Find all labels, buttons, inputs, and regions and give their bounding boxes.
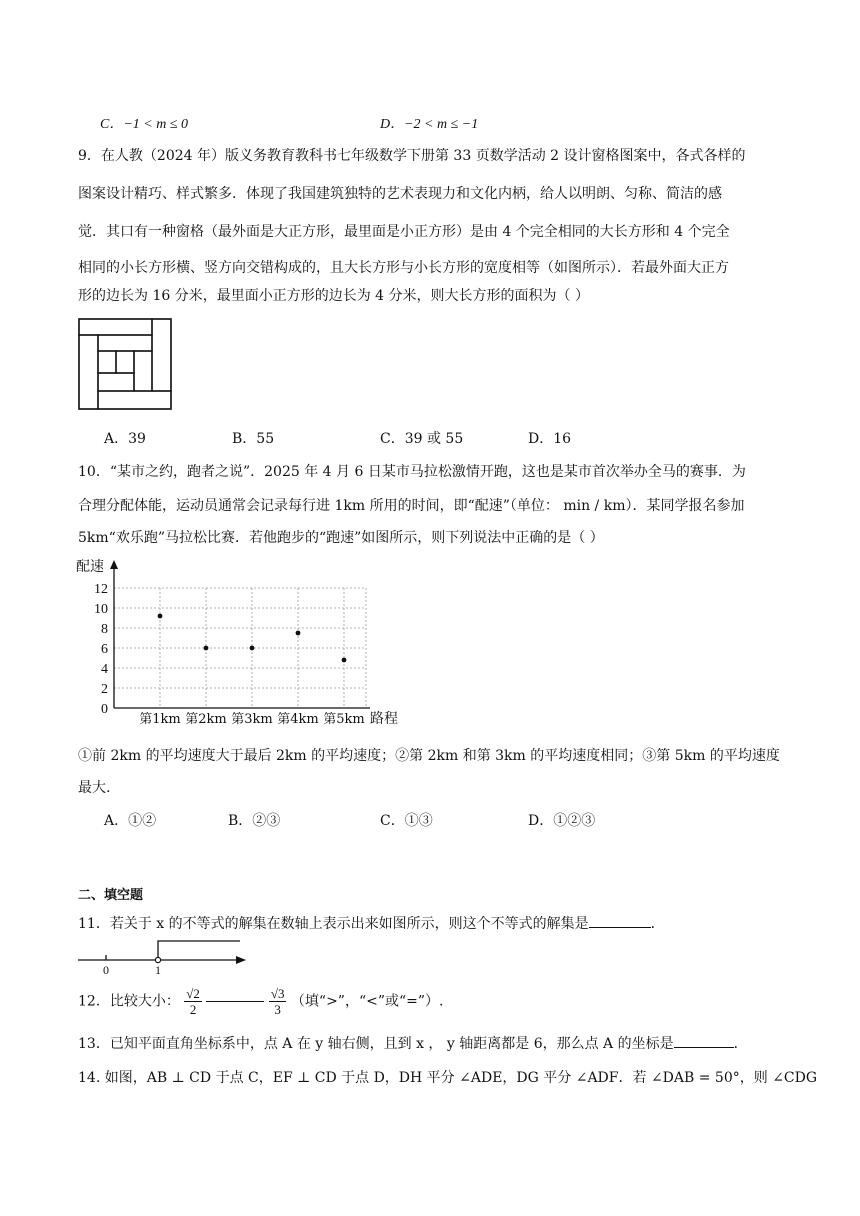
q11-line xyxy=(78,914,665,934)
q13-line xyxy=(78,1034,748,1054)
y-tick-label: 0 xyxy=(101,702,108,717)
x-tick-label: 第4km xyxy=(277,712,319,727)
q10-statement-line-1: ①前 2km 的平均速度大于最后 2km 的平均速度；②第 2km 和第 3km 的平均速度相同；③第 5km 的平均速度 xyxy=(78,748,780,764)
q12-suffix: （填“>”，“<”或“=”）. xyxy=(290,993,444,1010)
q10-statement-line-2: 最大. xyxy=(78,780,111,796)
q9-line-2: 图案设计精巧、样式繁多．体现了我国建筑独特的艺术表现力和文化内柄，给人以明朗、匀称、简洁的感 xyxy=(78,186,722,202)
x-tick-label: 第2km xyxy=(185,712,227,727)
q12-prefix: 12．比较大小： xyxy=(78,993,180,1010)
q8-option-d: D．−2 < m ≤ −1 xyxy=(380,117,479,132)
q12-line xyxy=(78,986,444,1017)
y-tick-label: 12 xyxy=(94,582,108,597)
section-heading-fill-in: 二、填空题 xyxy=(78,888,144,903)
number-line-label-1: 1 xyxy=(155,963,161,976)
q11-text: 11．若关于 x 的不等式的解集在数轴上表示出来如图所示，则这个不等式的解集是 xyxy=(78,916,589,932)
q8-option-c: C．−1 < m ≤ 0 xyxy=(100,117,189,132)
chart-x-tick-labels xyxy=(139,712,364,727)
q13-answer-blank[interactable] xyxy=(674,1047,734,1048)
q9-line-1: 9．在人教（2024 年）版义务教育教科书七年级数学下册第 33 页数学活动 2 设计窗格图案中，各式各样的 xyxy=(78,148,746,164)
q10-option-d: D．①②③ xyxy=(528,813,596,829)
q12-answer-blank[interactable] xyxy=(206,1001,264,1002)
q9-line-4: 相同的小长方形横、竖方向交错构成的，且大长方形与小长方形的宽度相等（如图所示）．若最外面大正方 xyxy=(78,260,729,276)
q14-line: 14. 如图，AB ⊥ CD 于点 C，EF ⊥ CD 于点 D，DH 平分 ∠ADE，DG 平分 ∠ADF．若 ∠DAB = 50°，则 ∠CDG xyxy=(78,1070,818,1086)
x-tick-label: 第1km xyxy=(139,712,181,727)
q10-option-a: A．①② xyxy=(104,813,157,829)
chart-y-tick-labels xyxy=(94,582,108,717)
q11-answer-blank[interactable] xyxy=(589,927,651,928)
q10-line-3: 5km“欢乐跑”马拉松比赛．若他跑步的“跑速”如图所示，则下列说法中正确的是（ ） xyxy=(78,530,604,546)
q10-option-c: C．①③ xyxy=(380,813,433,829)
pace-chart xyxy=(74,556,414,732)
q11-end: ． xyxy=(650,916,665,932)
q12-fraction-2: $\frac{√3}{3}$ xyxy=(270,986,285,1017)
data-point xyxy=(158,614,163,619)
q9-option-d: D．16 xyxy=(528,431,572,447)
data-point xyxy=(296,631,301,636)
y-tick-label: 10 xyxy=(94,602,108,617)
q10-option-b: B．②③ xyxy=(228,813,281,829)
chart-axes xyxy=(110,560,370,708)
y-tick-label: 2 xyxy=(101,682,108,697)
q13-end: ． xyxy=(733,1036,748,1052)
y-tick-label: 4 xyxy=(101,662,108,677)
chart-x-axis-label: 路程 xyxy=(370,711,398,727)
q9-line-3: 觉．其口有一种窗格（最外面是大正方形，最里面是小正方形）是由 4 个完全相同的大长方形和 4 个完全 xyxy=(78,224,730,240)
q12-fraction-1: $\frac{√2}{2}$ xyxy=(186,986,200,1017)
y-tick-label: 6 xyxy=(101,642,108,657)
data-point xyxy=(342,658,347,663)
chart-y-axis-label: 配速 xyxy=(76,559,104,575)
data-point xyxy=(204,646,209,651)
q9-option-c: C．39 或 55 xyxy=(380,431,464,447)
window-lattice-figure xyxy=(78,318,172,410)
q10-line-2: 合理分配体能，运动员通常会记录每行进 1km 所用的时间，即“配速”（单位： min / km）．某同学报名参加 xyxy=(78,498,745,514)
q9-option-b: B．55 xyxy=(232,431,275,447)
q10-line-1: 10．“某市之约，跑者之说”．2025 年 4 月 6 日某市马拉松激情开跑，这也是某市首次举办全马的赛事．为 xyxy=(78,464,746,480)
y-axis-arrow xyxy=(110,560,118,569)
q9-line-5: 形的边长为 16 分米，最里面小正方形的边长为 4 分米，则大长方形的面积为（ ） xyxy=(78,288,589,304)
q9-option-a: A．39 xyxy=(104,431,146,447)
data-point xyxy=(250,646,255,651)
x-tick-label: 第3km xyxy=(231,712,273,727)
y-tick-label: 8 xyxy=(101,622,108,637)
number-line-label-0: 0 xyxy=(103,963,109,976)
x-tick-label: 第5km xyxy=(323,712,365,727)
q13-text: 13．已知平面直角坐标系中，点 A 在 y 轴右侧，且到 x ， y 轴距离都是 6，那么点 A 的坐标是 xyxy=(78,1036,674,1052)
chart-grid xyxy=(114,588,366,708)
q11-number-line xyxy=(78,936,248,976)
